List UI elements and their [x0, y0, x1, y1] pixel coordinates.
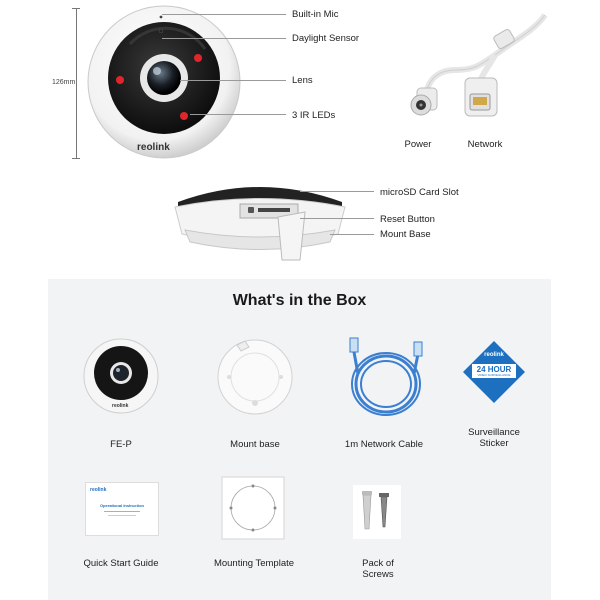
camera-brand-logo: reolink [137, 142, 170, 153]
guide-icon [85, 482, 159, 536]
box-item-label: Mount base [230, 439, 280, 450]
sticker-headline: 24 HOUR [476, 365, 512, 374]
box-item-label: 1m Network Cable [344, 439, 424, 450]
sticker-icon [463, 341, 525, 403]
whats-in-the-box-panel [48, 279, 551, 600]
cable-power-label: Power [404, 139, 432, 150]
callout-daylight-sensor: Daylight Sensor [292, 33, 360, 44]
template-icon [221, 476, 285, 540]
callout-lens: Lens [292, 75, 313, 86]
network-cable-icon [346, 334, 426, 416]
ir-led-3 [180, 112, 188, 120]
screws-icon [353, 485, 401, 539]
camera-front-illustration [85, 4, 245, 164]
ir-led-1 [194, 54, 202, 62]
ir-led-2 [116, 76, 124, 84]
callout-mount-base: Mount Base [380, 229, 431, 240]
callout-microsd-slot: microSD Card Slot [380, 187, 459, 198]
box-item-label: Quick Start Guide [83, 558, 159, 569]
sticker-subline: VIDEO SURVEILLANCE [477, 373, 511, 377]
box-item-label: Mounting Template [213, 558, 295, 569]
mount-base-icon [215, 337, 295, 417]
cable-network-label: Network [467, 139, 503, 150]
guide-brand: reolink [90, 487, 107, 493]
box-title: What's in the Box [232, 292, 367, 309]
box-item-label: Pack of Screws [362, 558, 394, 580]
dimension-label: 126mm [52, 79, 76, 86]
guide-title: Operational Instruction [99, 503, 144, 508]
camera-item-logo: reolink [112, 403, 129, 409]
callout-ir-leds: 3 IR LEDs [292, 110, 336, 121]
sticker-brand: reolink [484, 352, 504, 358]
callout-reset-button: Reset Button [380, 214, 435, 225]
cable-illustration [395, 10, 555, 130]
box-item-label: Surveillance Sticker [468, 427, 520, 449]
callout-built-in-mic: Built-in Mic [292, 9, 339, 20]
box-item-label: FE-P [110, 439, 132, 450]
